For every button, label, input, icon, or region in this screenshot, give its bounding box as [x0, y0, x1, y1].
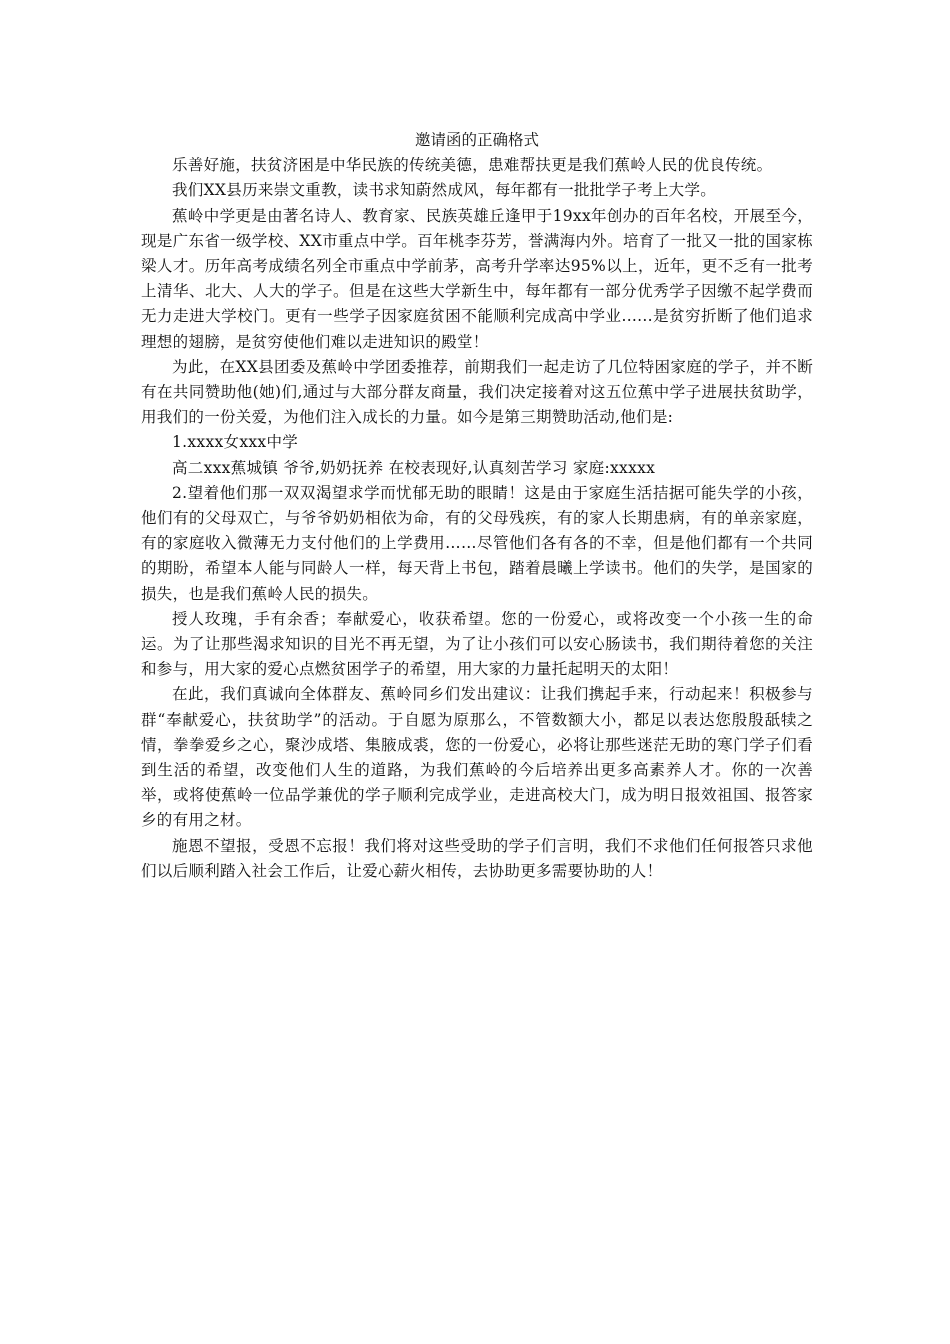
paragraph-student-1-detail: 高二xxx蕉城镇 爷爷,奶奶抚养 在校表现好,认真刻苦学习 家庭:xxxxx [172, 458, 656, 477]
paragraph-proposal: 在此，我们真诚向全体群友、蕉岭同乡们发出建议：让我们携起手来，行动起来！积极参与群“奉献爱心，扶贫助学”的活动。于自愿为原那么，不管数额大小，都足以表达您殷殷舐犊之情，拳拳爱乡之心，聚沙成塔、集腋成裘，您的一份爱心，必将让那些迷茫无助的寒门学子们看到生活的希望，改变他们人生的道路，为我们蕉岭的今后培养出更多高素养人才。你的一次善举，或将使蕉岭一位品学兼优的学子顺利完成学业，走进高校大门，成为明日报效祖国、报答家乡的有用之材。 [141, 685, 813, 830]
paragraph-student-1: 1.xxxx女xxx中学 [172, 433, 299, 452]
paragraph-school: 蕉岭中学更是由著名诗人、教育家、民族英雄丘逢甲于19xx年创办的百年名校，开展至今，现是广东省一级学校、XX市重点中学。百年桃李芬芳，誉满海内外。培育了一批又一批的国家栋梁人才。历年高考成绩名列全市重点中学前茅，高考升学率达95%以上，近年，更不乏有一批考上清华、北大、人大的学子。但是在这些大学新生中，每年都有一部分优秀学子因缴不起学费而无力走进大学校门。更有一些学子因家庭贫困不能顺利完成高中学业......是贫穷折断了他们追求理想的翅膀，是贫穷使他们难以走进知识的殿堂！ [141, 206, 813, 351]
paragraph-appeal: 授人玫瑰，手有余香；奉献爱心，收获希望。您的一份爱心，或将改变一个小孩一生的命运。为了让那些渴求知识的目光不再无望，为了让小孩们可以安心肠读书，我们期待着您的关注和参与，用大家的爱心点燃贫困学子的希望，用大家的力量托起明天的太阳！ [141, 609, 813, 679]
paragraph-closing: 施恩不望报，受恩不忘报！我们将对这些受助的学子们言明，我们不求他们任何报答只求他们以后顺利踏入社会工作后，让爱心薪火相传，去协助更多需要协助的人！ [141, 836, 813, 880]
document-body [141, 128, 813, 884]
paragraph-visit: 为此，在XX县团委及蕉岭中学团委推荐，前期我们一起走访了几位特困家庭的学子，并不断有在共同赞助他(她)们,通过与大部分群友商量，我们决定接着对这五位蕉中学子进展扶贫助学，用我们的一份关爱，为他们注入成长的力量。如今是第三期赞助活动,他们是: [141, 357, 813, 427]
paragraph-county: 我们XX县历来崇文重教，读书求知蔚然成风，每年都有一批批学子考上大学。 [172, 181, 717, 200]
document-title: 邀请函的正确格式 [414, 131, 539, 149]
paragraph-intro: 乐善好施，扶贫济困是中华民族的传统美德，患难帮扶更是我们蕉岭人民的优良传统。 [172, 156, 773, 175]
paragraph-student-2: 2.望着他们那一双双渴望求学而忧郁无助的眼睛！这是由于家庭生活拮据可能失学的小孩，他们有的父母双亡，与爷爷奶奶相依为命，有的父母残疾，有的家人长期患病，有的单亲家庭，有的家庭收入微薄无力支付他们的上学费用……尽管他们各有各的不幸，但是他们都有一个共同的期盼，希望本人能与同龄人一样，每天背上书包，踏着晨曦上学读书。他们的失学，是国家的损失，也是我们蕉岭人民的损失。 [141, 483, 813, 603]
